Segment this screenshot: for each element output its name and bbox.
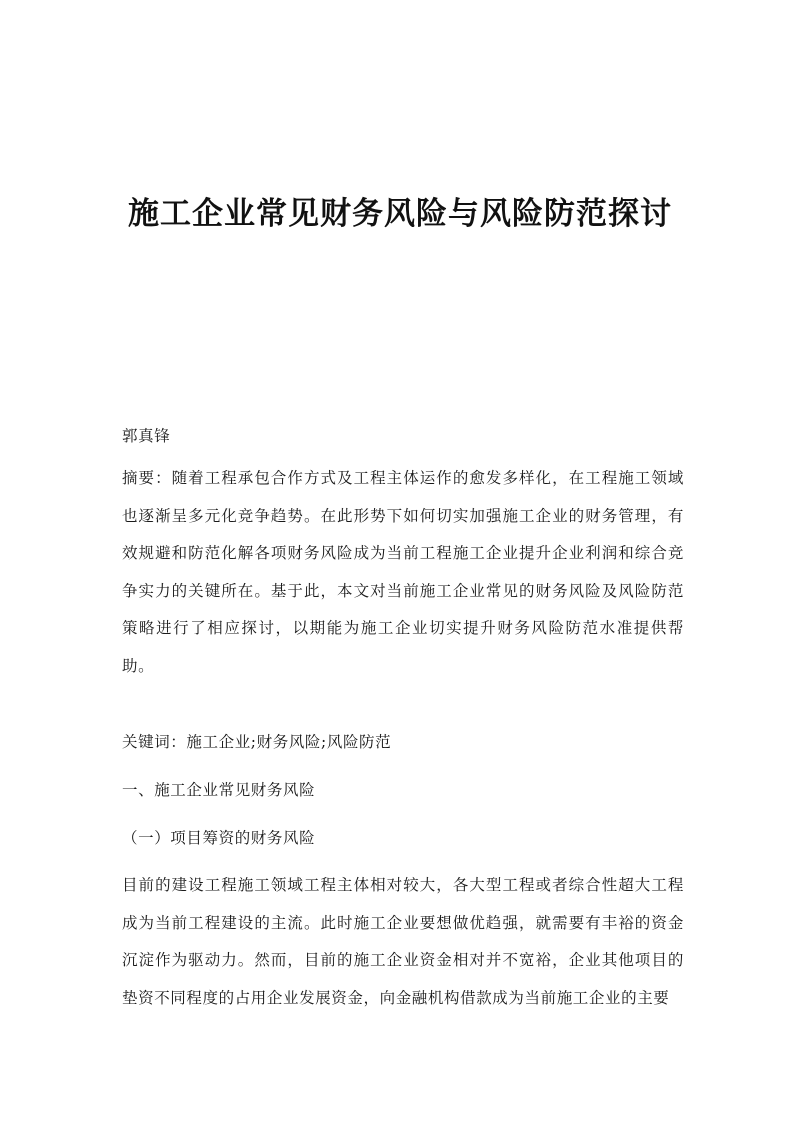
abstract-paragraph: 摘要：随着工程承包合作方式及工程主体运作的愈发多样化，在工程施工领域也逐渐呈多元化竞争趋势。在此形势下如何切实加强施工企业的财务管理，有效规避和防范化解各项财务风险成为当前工程施工企业提升企业利润和综合竞争实力的关键所在。基于此，本文对当前施工企业常见的财务风险及风险防范策略进行了相应探讨，以期能为施工企业切实提升财务风险防范水准提供帮助。: [122, 469, 684, 675]
section-heading: 一、施工企业常见财务风险: [122, 781, 316, 799]
keywords-line: 关键词：施工企业;财务风险;风险防范: [122, 733, 392, 751]
body-paragraph: 目前的建设工程施工领域工程主体相对较大，各大型工程或者综合性超大工程成为当前工程建设的主流。此时施工企业要想做优趋强，就需要有丰裕的资金沉淀作为驱动力。然而，目前的施工企业资金相对并不宽裕，企业其他项目的垫资不同程度的占用企业发展资金，向金融机构借款成为当前施工企业的主要: [122, 876, 684, 1007]
subsection-heading: （一）项目筹资的财务风险: [122, 829, 316, 847]
author-name: 郭真锋: [122, 427, 171, 445]
document-title: 施工企业常见财务风险与风险防范探讨: [128, 196, 672, 232]
